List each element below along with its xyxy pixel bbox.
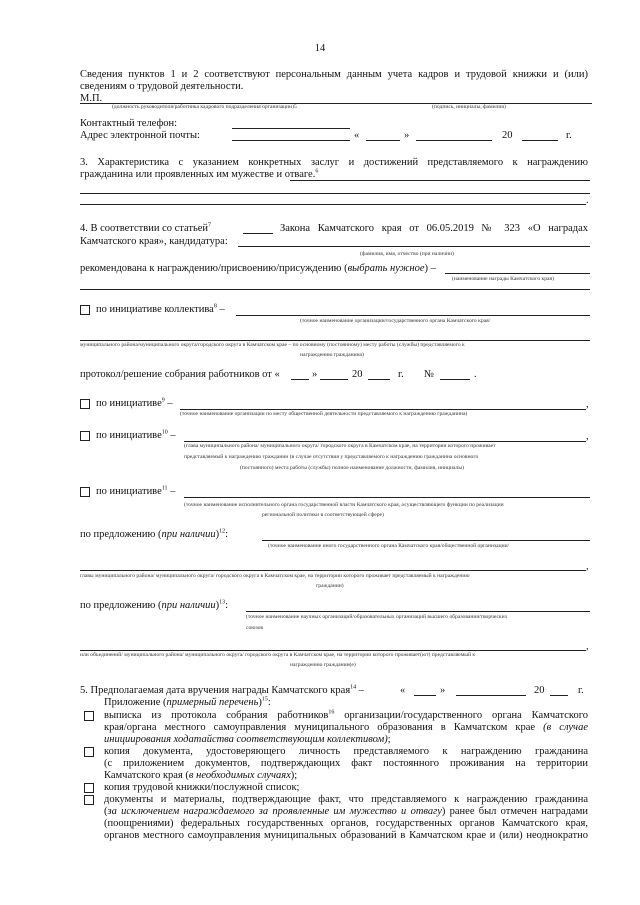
checkbox-init-9[interactable] bbox=[80, 399, 90, 409]
proposal-13-end: , bbox=[586, 641, 589, 652]
proposal-12-caption-3: гражданин) bbox=[316, 583, 344, 589]
s5-date-open: « bbox=[400, 685, 406, 696]
attachment-4-line-1: документы и материалы, подтверждающие факт, что представляемого к награждению гражданина bbox=[104, 794, 588, 805]
intro-line-1: Сведения пунктов 1 и 2 соответствуют персональным данным учета кадров и трудовой книжки и (или) bbox=[80, 69, 588, 80]
attachment-2-line-3: Камчатского края (в необходимых случаях); bbox=[104, 770, 298, 781]
email-date-close: » bbox=[404, 130, 410, 141]
section-4-law: Закона Камчатского края от 06.05.2019 № 323 «О наградах bbox=[280, 223, 588, 234]
s5-date-year[interactable] bbox=[550, 695, 568, 696]
attachment-1-line-2: края/органа местного самоуправления муниципального образования в Камчатском крае (в случае bbox=[104, 722, 588, 733]
init-11-label: по инициативе$^{11}$ – bbox=[96, 485, 176, 497]
mp-caption-right: (подпись, инициалы, фамилия) bbox=[432, 104, 506, 110]
init-9-label: по инициативе$^9$ – bbox=[96, 397, 173, 409]
protocol-g: г. bbox=[398, 369, 404, 380]
s5-date-year-prefix: 20 bbox=[534, 685, 545, 696]
proposal-12-caption-1: (точное наименование иного государственного органа Камчатского края/общественной организации/ bbox=[268, 543, 510, 549]
email-date-year[interactable] bbox=[522, 140, 558, 141]
caption-fio: (фамилия, имя, отчество (при наличии) bbox=[360, 251, 454, 257]
proposal-13-field-2[interactable] bbox=[80, 650, 586, 651]
email-date-month[interactable] bbox=[416, 140, 492, 141]
email-label: Адрес электронной почты: bbox=[80, 130, 200, 141]
proposal-12-field[interactable] bbox=[262, 540, 590, 541]
proposal-13-caption-2: или объединений/ муниципального района/ муниципального округа/ городского округа в Камчатском крае, на территории которого проживает(ют) представляемый к bbox=[80, 652, 476, 658]
checkbox-attachment-2[interactable] bbox=[84, 747, 94, 757]
init-11-field[interactable] bbox=[184, 497, 590, 498]
attachment-1-line-1: выписка из протокола собрания работников$^{16}$ организации/государственного органа Камчатского bbox=[104, 709, 588, 721]
checkbox-attachment-1[interactable] bbox=[84, 711, 94, 721]
checkbox-attachment-3[interactable] bbox=[84, 783, 94, 793]
collective-caption-3: награждению гражданина) bbox=[300, 352, 364, 358]
email-date-day[interactable] bbox=[366, 140, 400, 141]
protocol-text: протокол/решение собрания работников от « bbox=[80, 369, 280, 380]
init-10-caption-1: (глава муниципального района/ муниципального округа/ городского округа в Камчатском крае, на территории которого проживает bbox=[184, 443, 496, 449]
section-3-line-1: 3. Характеристика с указанием конкретных заслуг и достижений представляемого к награждению bbox=[80, 157, 588, 168]
section-3-field-1[interactable] bbox=[290, 180, 590, 181]
email-date-open: « bbox=[354, 130, 360, 141]
proposal-13-label: по предложению (при наличии)$^{13}$: bbox=[80, 599, 229, 611]
email-date-g: г. bbox=[566, 130, 572, 141]
init-9-end: , bbox=[586, 399, 589, 410]
init-11-caption-1: (точное наименование исполнительного органа государственной власти Камчатского края, осуществляющего функции по реализации bbox=[184, 502, 504, 508]
article-number-field[interactable] bbox=[243, 233, 273, 234]
s5-date-close: » bbox=[440, 685, 446, 696]
appendix-label: Приложение (примерный перечень)$^{15}$: bbox=[104, 696, 271, 708]
recommend-text: рекомендована к награждению/присвоению/присуждению (выбрать нужное) – bbox=[80, 263, 436, 274]
init-10-caption-3: (постоянного) места работы (службы) полное наименование должности, фамилия, инициалы) bbox=[240, 465, 464, 471]
collective-field-2[interactable] bbox=[80, 340, 590, 341]
init-10-end: , bbox=[586, 431, 589, 442]
section-3-field-3[interactable] bbox=[80, 204, 586, 205]
init-10-label: по инициативе$^{10}$ – bbox=[96, 429, 176, 441]
s5-date-month[interactable] bbox=[456, 695, 526, 696]
collective-caption-2: муниципального района/муниципального округа/городского округа в Камчатском крае – по основному (постоянному) месту работы (службы) представляемого к bbox=[80, 342, 465, 348]
init-9-caption: (точное наименование организации по месту общественной деятельности представляемого к награждению гражданина) bbox=[180, 411, 468, 417]
proposal-13-caption-1: (точное наименование научных организаций/образовательных организаций высшего образования/творческих bbox=[246, 614, 508, 620]
collective-label: по инициативе коллектива$^8$ – bbox=[96, 303, 225, 315]
proposal-13-field[interactable] bbox=[246, 611, 590, 612]
section-3-line-2: гражданина или проявленных им мужестве и отваге.$^6$ bbox=[80, 168, 319, 180]
collective-field[interactable] bbox=[236, 315, 590, 316]
protocol-close: » bbox=[312, 369, 318, 380]
attachment-4-line-3: (поощрениями) федеральных государственных органов, государственных органов Камчатского края, bbox=[104, 818, 588, 829]
email-date-year-prefix: 20 bbox=[502, 130, 513, 141]
caption-award: (наименование награды Камчатского края) bbox=[452, 276, 554, 282]
s5-date-day[interactable] bbox=[414, 695, 436, 696]
email-field[interactable] bbox=[232, 140, 350, 141]
attachment-1-line-3: инициирования ходатайства соответствующим коллективом); bbox=[104, 734, 391, 745]
proposal-13-caption-1b: союзов bbox=[246, 625, 264, 631]
mp-caption-left: (должность руководителя/работника кадрового подразделения организации)5 bbox=[112, 104, 297, 110]
section-4-start: 4. В соответствии со статьей$^7$ bbox=[80, 222, 212, 234]
section-3-end: . bbox=[586, 195, 589, 206]
mp-label: М.П. bbox=[80, 93, 103, 104]
attachment-4-line-4: органов местного самоуправления муниципальных образований в Камчатском крае и (или) неоднократно bbox=[104, 830, 588, 841]
section-3-field-2[interactable] bbox=[80, 193, 590, 194]
protocol-no: № bbox=[424, 369, 435, 380]
checkbox-init-10[interactable] bbox=[80, 431, 90, 441]
attachment-3-line-1: копия трудовой книжки/послужной список; bbox=[104, 782, 300, 793]
attachment-4-line-2: (за исключением награждаемого за проявленные им мужество и отвагу) ранее был отмечен наградами bbox=[104, 806, 588, 817]
proposal-13-caption-3: награждению гражданин(е) bbox=[290, 662, 356, 668]
checkbox-init-11[interactable] bbox=[80, 487, 90, 497]
attachment-2-line-2: (с приложением документов, подтверждающих факт постоянного проживания на территории bbox=[104, 758, 588, 769]
collective-caption-1: (точное наименование организации/государственного органа Камчатского края/ bbox=[300, 318, 491, 324]
protocol-day[interactable] bbox=[291, 379, 309, 380]
protocol-month[interactable] bbox=[320, 379, 348, 380]
proposal-12-caption-2: главы муниципального района/ муниципального округа/ городского округа в Камчатском крае, на территории которого проживает представляемый к награждению bbox=[80, 573, 470, 579]
protocol-end: . bbox=[474, 369, 477, 380]
section-4-candidate: Камчатского края», кандидатура: bbox=[80, 236, 228, 247]
section-5-text: 5. Предполагаемая дата вручения награды Камчатского края$^{14}$ – bbox=[80, 684, 365, 696]
init-10-field[interactable] bbox=[184, 441, 586, 442]
checkbox-attachment-4[interactable] bbox=[84, 795, 94, 805]
contact-phone-label: Контактный телефон: bbox=[80, 118, 178, 129]
candidate-field[interactable] bbox=[238, 246, 590, 247]
s5-date-g: г. bbox=[578, 685, 584, 696]
section-4-field[interactable] bbox=[80, 289, 590, 290]
phone-field[interactable] bbox=[232, 128, 350, 129]
proposal-12-label: по предложению (при наличии)$^{12}$: bbox=[80, 528, 229, 540]
proposal-12-end: , bbox=[586, 561, 589, 572]
protocol-year-prefix: 20 bbox=[352, 369, 363, 380]
intro-line-2: сведениям о трудовой деятельности. bbox=[80, 81, 244, 92]
checkbox-collective[interactable] bbox=[80, 305, 90, 315]
page-number: 14 bbox=[314, 43, 326, 54]
attachment-2-line-1: копия документа, удостоверяющего личность представляемого к награждению гражданина bbox=[104, 746, 588, 757]
protocol-number[interactable] bbox=[440, 379, 470, 380]
proposal-12-field-2[interactable] bbox=[80, 570, 586, 571]
init-10-caption-2: представляемый к награждению гражданин (в случае отсутствия у представляемого к награждению гражданина основного bbox=[184, 454, 479, 460]
protocol-year[interactable] bbox=[368, 379, 390, 380]
init-11-caption-2: региональной политики в соответствующей сфере) bbox=[262, 512, 384, 518]
init-9-field[interactable] bbox=[180, 409, 586, 410]
award-field[interactable] bbox=[445, 273, 590, 274]
